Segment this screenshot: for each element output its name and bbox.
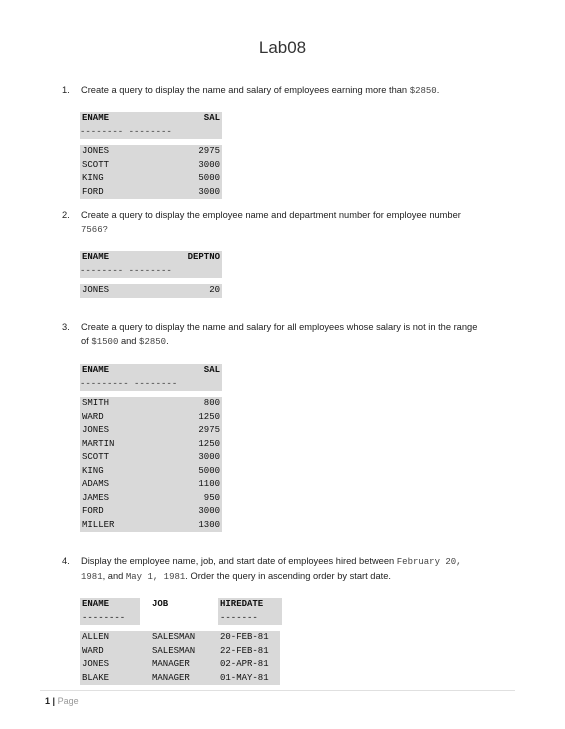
- cell-job: MANAGER: [152, 659, 190, 669]
- cell-ename: SCOTT: [82, 159, 110, 170]
- cell-value: 2975: [198, 146, 220, 156]
- cell-ename: MILLER: [82, 519, 115, 530]
- table-row: [80, 438, 222, 452]
- question-text: Create a query to display the name and salary for all employees whose salary is not in the range of $1500 and $2850.: [81, 322, 478, 347]
- page-footer: [45, 696, 79, 706]
- cell-value: 20: [209, 285, 220, 295]
- cell-job: MANAGER: [152, 672, 190, 683]
- footer-divider: [40, 690, 515, 691]
- col-header: HIREDATE: [218, 598, 282, 612]
- table-header-row: [80, 364, 222, 378]
- footer-separator: |: [52, 696, 56, 706]
- col-header: SAL: [203, 365, 220, 375]
- table-row: [80, 505, 222, 519]
- cell-job: SALESMAN: [152, 645, 196, 656]
- table-header-row: [80, 112, 222, 126]
- cell-ename: ALLEN: [82, 632, 110, 642]
- result-table-3: [80, 364, 222, 532]
- table-row: [80, 631, 280, 645]
- table-separator: --------- --------: [80, 378, 178, 389]
- cell-ename: WARD: [82, 645, 104, 656]
- cell-ename: KING: [82, 173, 104, 183]
- cell-ename: MARTIN: [82, 438, 115, 449]
- cell-ename: SCOTT: [82, 452, 110, 462]
- cell-ename: ADAMS: [82, 479, 110, 489]
- document-title: Lab08: [258, 38, 307, 57]
- question-text: Create a query to display the name and salary of employees earning more than $2850.: [81, 85, 440, 96]
- cell-ename: JONES: [82, 146, 110, 156]
- result-table-2: [80, 251, 222, 298]
- table-row: [80, 145, 222, 159]
- result-table-1: [80, 112, 222, 199]
- cell-ename: JONES: [82, 659, 110, 669]
- page-number: 1: [45, 696, 51, 706]
- table-row: [80, 284, 222, 298]
- table-header-row: [80, 598, 280, 612]
- page-label: Page: [57, 696, 79, 706]
- table-row: [80, 672, 280, 686]
- cell-hiredate: 02-APR-81: [220, 659, 269, 669]
- question-number: 4.: [62, 556, 70, 566]
- table-row: [80, 465, 222, 479]
- col-header: DEPTNO: [187, 252, 220, 262]
- table-row: [80, 159, 222, 173]
- question-number: 2.: [62, 210, 70, 220]
- cell-value: 3000: [198, 186, 220, 197]
- question-text: Display the employee name, job, and start date of employees hired between February 20, 1981, and May 1, 1981. Order the query in ascending order by start date.: [81, 556, 462, 582]
- cell-value: 800: [203, 398, 220, 408]
- cell-hiredate: 20-FEB-81: [220, 632, 269, 642]
- table-separator: -------- --------: [80, 265, 172, 276]
- cell-ename: SMITH: [82, 398, 110, 408]
- cell-value: 1250: [198, 438, 220, 449]
- cell-value: 1300: [198, 519, 220, 530]
- cell-value: 1100: [198, 479, 220, 489]
- cell-value: 3000: [198, 159, 220, 170]
- cell-ename: FORD: [82, 506, 104, 516]
- cell-value: 5000: [198, 173, 220, 183]
- col-header: ENAME: [82, 252, 110, 262]
- cell-value: 3000: [198, 452, 220, 462]
- cell-ename: JONES: [82, 285, 110, 295]
- table-row: [80, 492, 222, 506]
- table-separator: -------- --------: [80, 126, 172, 137]
- table-row: [80, 658, 280, 672]
- table-separator: -------- -------: [80, 612, 280, 626]
- question-text: Create a query to display the employee name and department number for employee number 7566?: [81, 210, 461, 235]
- col-header: JOB: [152, 599, 169, 609]
- cell-ename: BLAKE: [82, 672, 110, 683]
- table-row: [80, 411, 222, 425]
- cell-ename: WARD: [82, 411, 104, 422]
- table-row: [80, 478, 222, 492]
- col-header: ENAME: [80, 598, 140, 612]
- table-row: [80, 424, 222, 438]
- table-row: [80, 451, 222, 465]
- cell-hiredate: 01-MAY-81: [220, 672, 269, 683]
- table-row: [80, 519, 222, 533]
- table-row: [80, 186, 222, 200]
- table-row: [80, 645, 280, 659]
- cell-value: 5000: [198, 465, 220, 476]
- question-number: 1.: [62, 85, 70, 95]
- cell-value: 3000: [198, 506, 220, 516]
- cell-ename: KING: [82, 465, 104, 476]
- table-row: [80, 397, 222, 411]
- col-header: ENAME: [82, 365, 110, 375]
- cell-value: 1250: [198, 411, 220, 422]
- cell-hiredate: 22-FEB-81: [220, 645, 269, 656]
- result-table-4: [80, 598, 280, 685]
- cell-job: SALESMAN: [152, 632, 196, 642]
- question-number: 3.: [62, 322, 70, 332]
- cell-ename: FORD: [82, 186, 104, 197]
- table-row: [80, 172, 222, 186]
- col-header: ENAME: [82, 113, 110, 123]
- cell-value: 950: [203, 492, 220, 503]
- cell-ename: JONES: [82, 425, 110, 435]
- table-header-row: [80, 251, 222, 265]
- cell-value: 2975: [198, 425, 220, 435]
- cell-ename: JAMES: [82, 492, 110, 503]
- col-header: SAL: [203, 113, 220, 123]
